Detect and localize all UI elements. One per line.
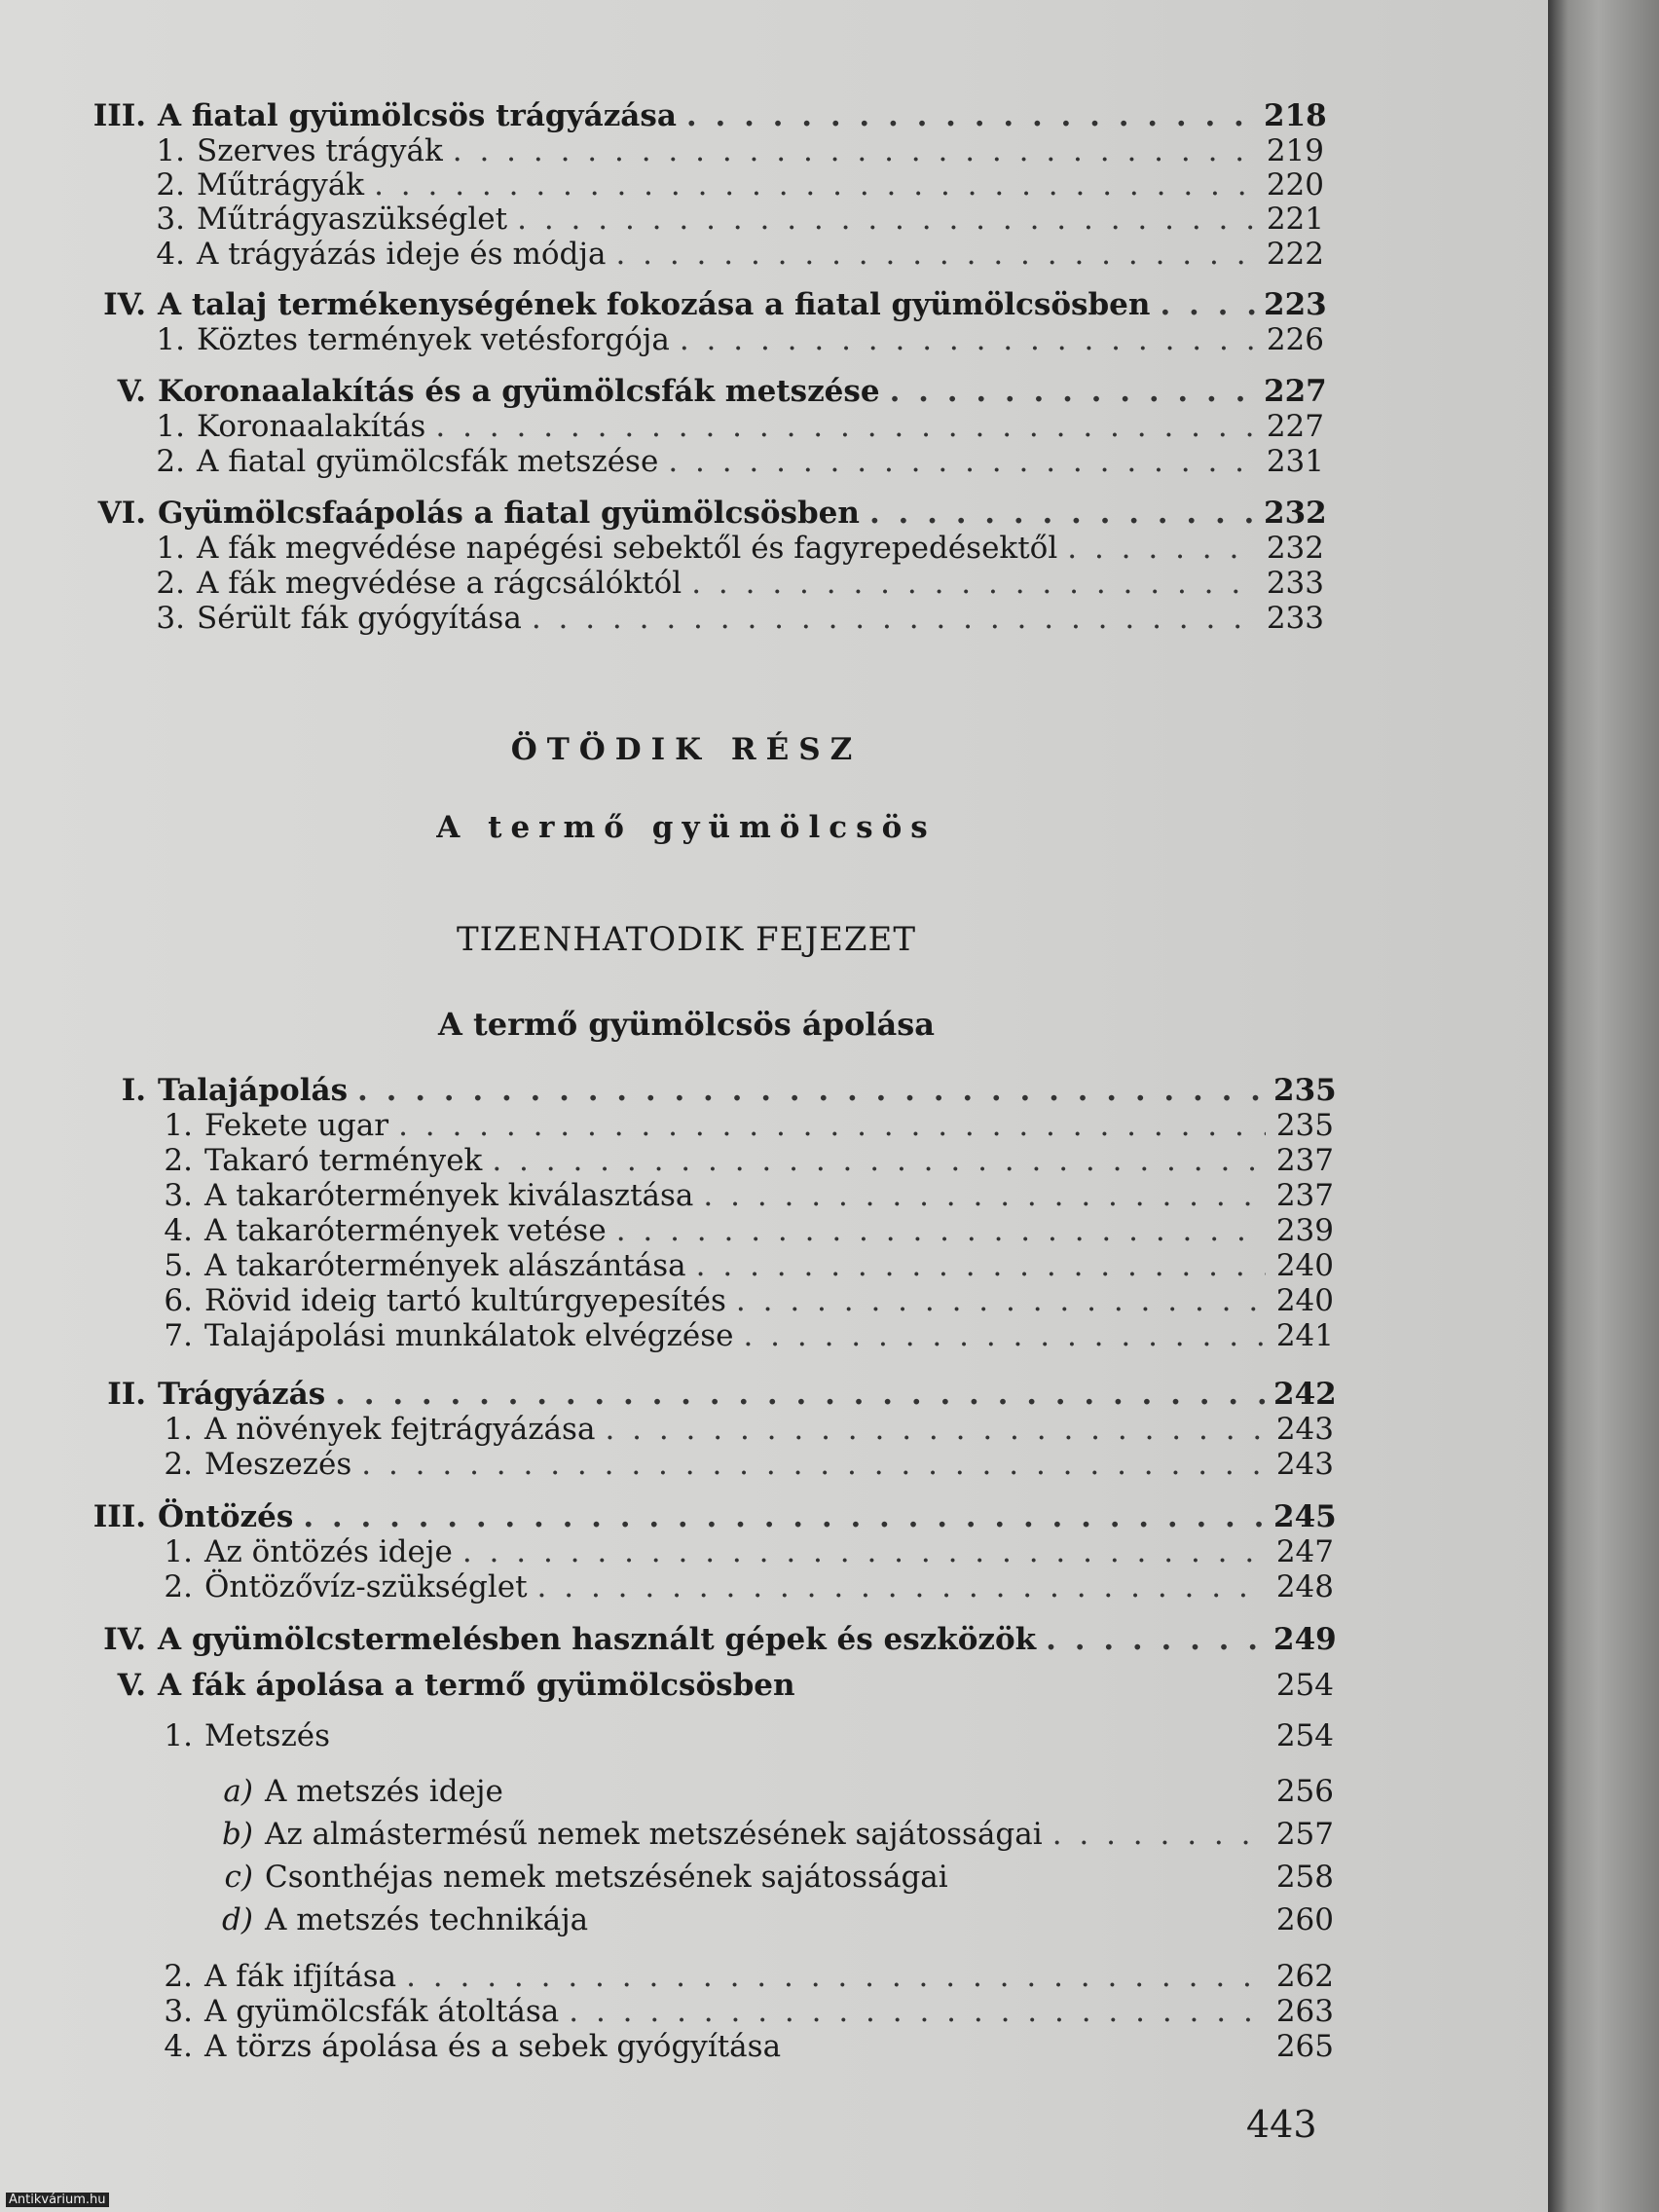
entry-page: 221 xyxy=(1266,202,1324,237)
entry-page: 263 xyxy=(1275,1994,1334,2029)
toc-entry xyxy=(58,409,1324,444)
entry-number: II. xyxy=(107,1377,146,1412)
dot-leader xyxy=(615,237,1256,272)
dot-leader xyxy=(517,202,1256,237)
dot-leader xyxy=(537,1569,1266,1604)
entry-page: 258 xyxy=(1275,1860,1334,1895)
toc-entry xyxy=(58,1447,1334,1482)
entry-page: 226 xyxy=(1266,322,1324,357)
entry-page: 254 xyxy=(1275,1718,1334,1753)
toc-entry xyxy=(58,1817,1334,1852)
toc-entry xyxy=(58,496,1327,531)
dot-leader xyxy=(680,322,1256,357)
entry-number: V. xyxy=(117,374,146,409)
entry-page: 220 xyxy=(1266,167,1324,203)
entry-page: 243 xyxy=(1275,1412,1334,1447)
entry-number: 1. xyxy=(164,1108,193,1143)
entry-title: Koronaalakítás xyxy=(197,409,426,444)
entry-page: 223 xyxy=(1264,287,1327,322)
entry-page: 235 xyxy=(1275,1108,1334,1143)
entry-page: 239 xyxy=(1275,1213,1334,1248)
entry-number: d) xyxy=(222,1902,253,1937)
entry-number: 7. xyxy=(164,1318,193,1353)
entry-number: VI. xyxy=(97,496,146,531)
toc-entry xyxy=(58,1377,1337,1412)
toc-entry xyxy=(58,444,1324,479)
toc-entry xyxy=(58,1318,1334,1353)
entry-page: 240 xyxy=(1275,1283,1334,1318)
entry-page: 235 xyxy=(1273,1073,1337,1108)
entry-page: 248 xyxy=(1275,1569,1334,1604)
entry-title: Takaró termények xyxy=(204,1143,483,1178)
entry-page: 247 xyxy=(1275,1534,1334,1569)
entry-title: Műtrágyák xyxy=(197,167,365,203)
dot-leader xyxy=(616,1213,1266,1248)
entry-page: 243 xyxy=(1275,1447,1334,1482)
entry-title: A trágyázás ideje és módja xyxy=(197,237,607,272)
entry-page: 241 xyxy=(1275,1318,1334,1353)
toc-entry xyxy=(58,1718,1334,1753)
entry-page: 232 xyxy=(1264,496,1327,531)
entry-page: 245 xyxy=(1273,1499,1337,1534)
entry-number: b) xyxy=(222,1817,253,1852)
toc-entry xyxy=(58,202,1324,237)
entry-title: Az öntözés ideje xyxy=(204,1534,453,1569)
toc-entry xyxy=(58,1569,1334,1604)
entry-number: III. xyxy=(92,98,146,133)
dot-leader xyxy=(1160,287,1256,322)
toc-entry xyxy=(58,1412,1334,1447)
entry-number: 1. xyxy=(156,409,185,444)
toc-entry xyxy=(58,531,1324,566)
dot-leader xyxy=(696,1248,1266,1283)
dot-leader xyxy=(569,1994,1266,2029)
entry-number: 1. xyxy=(164,1534,193,1569)
entry-number: 3. xyxy=(164,1994,193,2029)
toc-entry xyxy=(58,287,1327,322)
entry-title: Trágyázás xyxy=(158,1377,326,1412)
entry-title: Rövid ideig tartó kultúrgyepesítés xyxy=(204,1283,726,1318)
toc-entry xyxy=(58,1073,1337,1108)
dot-leader xyxy=(532,601,1256,636)
toc-entry xyxy=(58,1213,1334,1248)
toc-entry xyxy=(58,1499,1337,1534)
entry-page: 233 xyxy=(1266,566,1324,601)
dot-leader xyxy=(357,1073,1266,1108)
entry-title: A fák ápolása a termő gyümölcsösben xyxy=(158,1668,795,1703)
toc-entry xyxy=(58,601,1324,636)
dot-leader xyxy=(668,444,1256,479)
entry-title: Meszezés xyxy=(204,1447,352,1482)
entry-number: 2. xyxy=(156,566,185,601)
page-number: 443 xyxy=(1246,2103,1317,2146)
entry-title: Köztes termények vetésforgója xyxy=(197,322,670,357)
dot-leader xyxy=(869,496,1256,531)
entry-title: A gyümölcsfák átoltása xyxy=(204,1994,560,2029)
book-spine xyxy=(1548,0,1659,2212)
entry-number: 2. xyxy=(164,1143,193,1178)
entry-page: 237 xyxy=(1275,1178,1334,1213)
entry-title: A takarótermények kiválasztása xyxy=(204,1178,694,1213)
entry-title: Öntözővíz-szükséglet xyxy=(204,1569,528,1604)
dot-leader xyxy=(406,1959,1266,1994)
entry-number: 2. xyxy=(156,444,185,479)
entry-title: A növények fejtrágyázása xyxy=(204,1412,596,1447)
dot-leader xyxy=(1067,531,1256,566)
part-subtitle: A termő gyümölcsös xyxy=(436,810,937,845)
entry-page: 242 xyxy=(1273,1377,1337,1412)
entry-number: 2. xyxy=(164,1447,193,1482)
dot-leader xyxy=(1052,1817,1266,1852)
entry-page: 260 xyxy=(1275,1902,1334,1937)
entry-number: 1. xyxy=(156,133,185,168)
entry-number: a) xyxy=(223,1774,253,1809)
entry-page: 227 xyxy=(1264,374,1327,409)
part-heading: ÖTÖDIK RÉSZ xyxy=(510,732,863,767)
entry-title: A metszés technikája xyxy=(265,1902,589,1937)
entry-page: 218 xyxy=(1264,98,1327,133)
entry-page: 249 xyxy=(1273,1622,1337,1657)
dot-leader xyxy=(361,1447,1266,1482)
entry-title: Öntözés xyxy=(158,1499,294,1534)
toc-entry xyxy=(58,133,1324,168)
entry-title: A törzs ápolása és a sebek gyógyítása xyxy=(204,2029,782,2064)
entry-title: Műtrágyaszükséglet xyxy=(197,202,508,237)
toc-entry xyxy=(58,1108,1334,1143)
toc-entry xyxy=(58,2029,1334,2064)
entry-number: 6. xyxy=(164,1283,193,1318)
entry-page: 219 xyxy=(1266,133,1324,168)
toc-entry xyxy=(58,322,1324,357)
toc-entry xyxy=(58,1902,1334,1937)
chapter-title: A termő gyümölcsös ápolása xyxy=(438,1006,935,1043)
entry-page: 237 xyxy=(1275,1143,1334,1178)
dot-leader xyxy=(435,409,1256,444)
entry-number: 4. xyxy=(164,2029,193,2064)
dot-leader xyxy=(691,566,1256,601)
toc-entry xyxy=(58,1959,1334,1994)
entry-number: c) xyxy=(224,1860,253,1895)
entry-page: 227 xyxy=(1266,409,1324,444)
entry-number: 1. xyxy=(164,1412,193,1447)
entry-number: 5. xyxy=(164,1248,193,1283)
entry-title: A fák megvédése a rágcsálóktól xyxy=(197,566,682,601)
entry-page: 240 xyxy=(1275,1248,1334,1283)
entry-page: 254 xyxy=(1275,1668,1334,1703)
entry-page: 257 xyxy=(1275,1817,1334,1852)
entry-number: I. xyxy=(121,1073,146,1108)
dot-leader xyxy=(1046,1622,1266,1657)
entry-title: Metszés xyxy=(204,1718,331,1753)
watermark: Antikvárium.hu xyxy=(6,2193,109,2207)
entry-number: 2. xyxy=(156,167,185,203)
entry-page: 233 xyxy=(1266,601,1324,636)
dot-leader xyxy=(743,1318,1266,1353)
entry-number: V. xyxy=(117,1668,146,1703)
toc-entry xyxy=(58,1143,1334,1178)
toc-entry xyxy=(58,566,1324,601)
entry-number: 3. xyxy=(164,1178,193,1213)
toc-entry xyxy=(58,1283,1334,1318)
entry-title: Szerves trágyák xyxy=(197,133,443,168)
entry-number: III. xyxy=(92,1499,146,1534)
entry-page: 256 xyxy=(1275,1774,1334,1809)
entry-title: Csonthéjas nemek metszésének sajátosságai xyxy=(265,1860,948,1895)
entry-number: 3. xyxy=(156,202,185,237)
toc-entry xyxy=(58,98,1327,133)
entry-title: A gyümölcstermelésben használt gépek és eszközök xyxy=(158,1622,1037,1657)
toc-entry xyxy=(58,1860,1334,1895)
dot-leader xyxy=(605,1412,1266,1447)
toc-entry xyxy=(58,374,1327,409)
entry-title: A fák ifjítása xyxy=(204,1959,397,1994)
entry-page: 265 xyxy=(1275,2029,1334,2064)
toc-entry xyxy=(58,1622,1337,1657)
entry-number: 1. xyxy=(164,1718,193,1753)
entry-title: A fiatal gyümölcsös trágyázása xyxy=(158,98,677,133)
entry-page: 231 xyxy=(1266,444,1324,479)
toc-entry xyxy=(58,237,1324,272)
dot-leader xyxy=(453,133,1256,168)
entry-title: A takarótermények vetése xyxy=(204,1213,607,1248)
toc-entry xyxy=(58,1534,1334,1569)
entry-title: Koronaalakítás és a gyümölcsfák metszése xyxy=(158,374,880,409)
entry-number: 4. xyxy=(164,1213,193,1248)
dot-leader xyxy=(303,1499,1266,1534)
entry-title: Fekete ugar xyxy=(204,1108,389,1143)
dot-leader xyxy=(398,1108,1266,1143)
entry-title: Gyümölcsfaápolás a fiatal gyümölcsösben xyxy=(158,496,860,531)
entry-number: IV. xyxy=(103,287,146,322)
chapter-heading: TIZENHATODIK FEJEZET xyxy=(456,920,917,959)
dot-leader xyxy=(335,1377,1266,1412)
entry-number: IV. xyxy=(103,1622,146,1657)
entry-title: A takarótermények alászántása xyxy=(204,1248,686,1283)
toc-entry xyxy=(58,1668,1334,1703)
entry-title: A fák megvédése napégési sebektől és fagyrepedésektől xyxy=(197,531,1058,566)
toc-entry xyxy=(58,167,1324,203)
dot-leader xyxy=(462,1534,1266,1569)
entry-title: Az almástermésű nemek metszésének sajátosságai xyxy=(265,1817,1043,1852)
toc-entry xyxy=(58,1774,1334,1809)
entry-number: 3. xyxy=(156,601,185,636)
entry-title: A metszés ideje xyxy=(265,1774,503,1809)
entry-title: Sérült fák gyógyítása xyxy=(197,601,522,636)
entry-number: 4. xyxy=(156,237,185,272)
toc-entry xyxy=(58,1248,1334,1283)
entry-number: 1. xyxy=(156,322,185,357)
entry-page: 232 xyxy=(1266,531,1324,566)
dot-leader xyxy=(492,1143,1266,1178)
dot-leader xyxy=(736,1283,1266,1318)
toc-entry xyxy=(58,1178,1334,1213)
entry-number: 2. xyxy=(164,1959,193,1994)
entry-number: 2. xyxy=(164,1569,193,1604)
entry-page: 262 xyxy=(1275,1959,1334,1994)
dot-leader xyxy=(374,167,1256,203)
entry-title: Talajápolási munkálatok elvégzése xyxy=(204,1318,734,1353)
entry-title: A fiatal gyümölcsfák metszése xyxy=(197,444,659,479)
entry-number: 1. xyxy=(156,531,185,566)
entry-title: Talajápolás xyxy=(158,1073,349,1108)
entry-page: 222 xyxy=(1266,237,1324,272)
entry-title: A talaj termékenységének fokozása a fiatal gyümölcsösben xyxy=(158,287,1151,322)
toc-entry xyxy=(58,1994,1334,2029)
dot-leader xyxy=(890,374,1256,409)
dot-leader xyxy=(703,1178,1266,1213)
dot-leader xyxy=(686,98,1256,133)
